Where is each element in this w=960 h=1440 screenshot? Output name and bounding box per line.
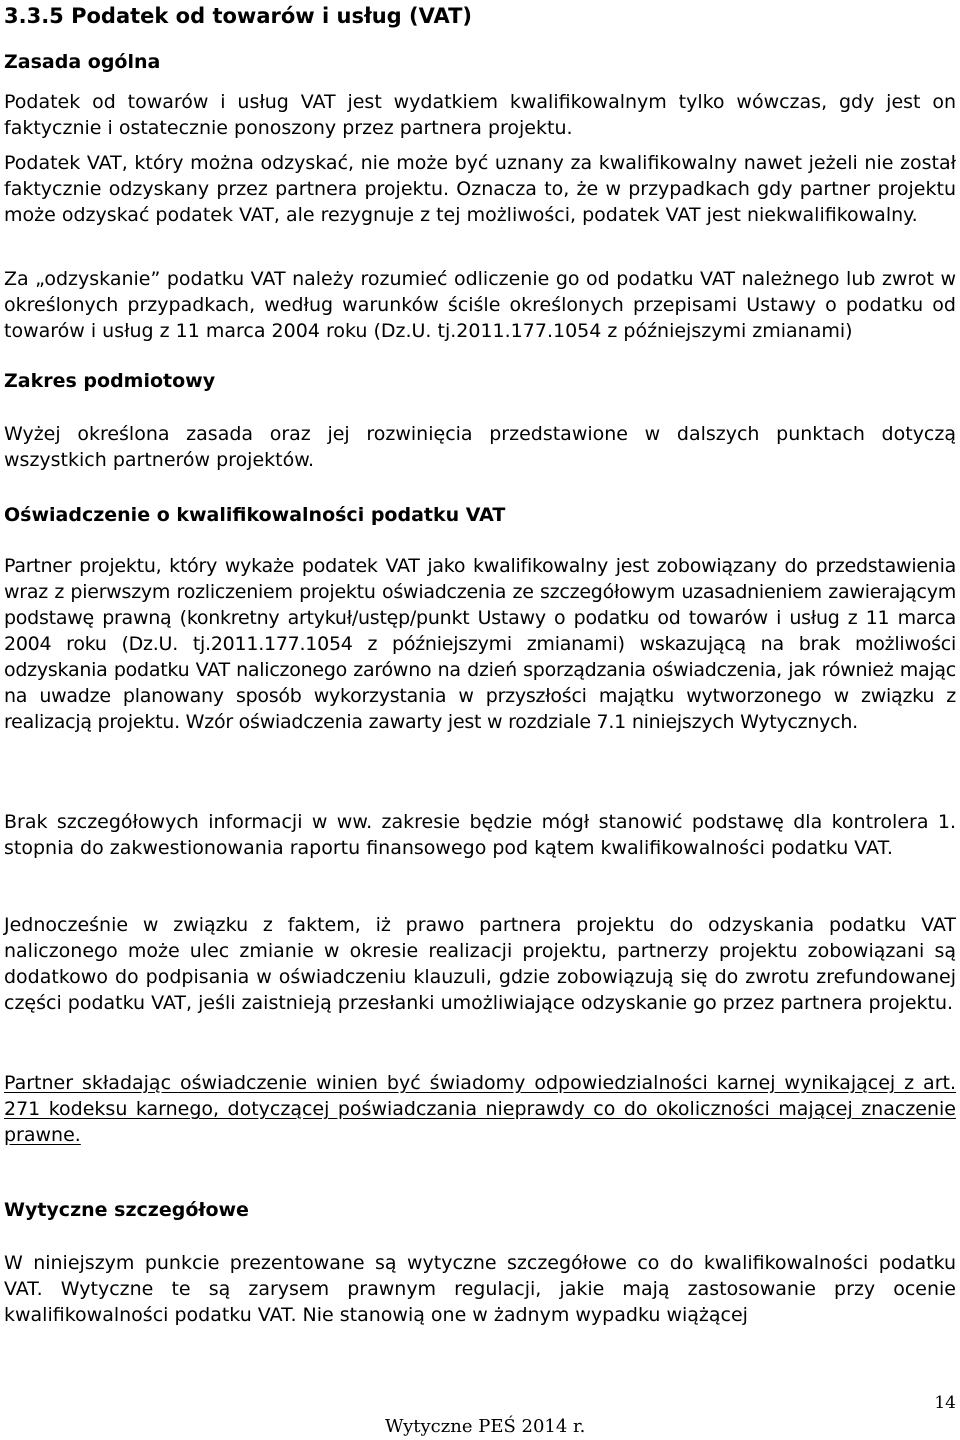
paragraph-criminal-liability: Partner składając oświadczenie winien być świadomy odpowiedzialności karnej wynikającej z art. 271 kodeksu karnego, dotyczącej poświadczania nieprawdy co do okoliczności mającej znaczenie prawne. [4,1072,956,1146]
paragraph-refund-clause: Jednocześnie w związku z faktem, iż prawo partnera projektu do odzyskania podatku VAT naliczonego może ulec zmianie w okresie realizacji projektu, partnerzy projektu zobowiązani są dodatkowo do podpisania w oświadczeniu klauzuli, gdzie zobowiązują się do zwrotu zrefundowanej części podatku VAT, jeśli zaistnieją przesłanki umożliwiające odzyskanie go przez partnera projektu. [4,914,956,1014]
paragraph-detailed-guidelines: W niniejszym punkcie prezentowane są wytyczne szczegółowe co do kwalifikowalności podatku VAT. Wytyczne te są zarysem prawnym regulacji, jakie mają zastosowanie przy ocenie kwalifikowalności podatku VAT. Nie stanowią one w żadnym wypadku wiążącej [4,1252,956,1326]
paragraph-vat-eligibility: Podatek od towarów i usług VAT jest wydatkiem kwalifikowalnym tylko wówczas, gdy jest on faktycznie i ostatecznie ponoszony przez partnera projektu. [4,91,956,139]
document-page [4,0,956,1440]
paragraph-declaration-requirement: Partner projektu, który wykaże podatek VAT jako kwalifikowalny jest zobowiązany do przedstawienia wraz z pierwszym rozliczeniem projektu oświadczenia ze szczegółowym uzasadnieniem zawierającym podstawę prawną (konkretny artykuł/ustęp/punkt Ustawy o podatku od towarów i usług z 11 marca 2004 roku (Dz.U. tj.2011.177.1054 z późniejszymi zmianami) wskazującą na brak możliwości odzyskania podatku VAT naliczonego zarówno na dzień sporządzania oświadczenia, jak również mając na uwadze planowany sposób wykorzystania w przyszłości majątku wytworzonego w związku z realizacją projektu. Wzór oświadczenia zawarty jest w rozdziale 7.1 niniejszych Wytycznych. [4,555,956,733]
heading-general-rule: Zasada ogólna [4,51,161,73]
page-number: 14 [934,1393,956,1413]
heading-detailed-guidelines: Wytyczne szczegółowe [4,1199,249,1221]
paragraph-scope: Wyżej określona zasada oraz jej rozwinięcia przedstawione w dalszych punktach dotyczą wszystkich partnerów projektów. [4,423,956,471]
paragraph-recoverable-vat: Podatek VAT, który można odzyskać, nie może być uznany za kwalifikowalny nawet jeżeli nie został faktycznie odzyskany przez partnera projektu. Oznacza to, że w przypadkach gdy partner projektu może odzyskać podatek VAT, ale rezygnuje z tej możliwości, podatek VAT jest niekwalifikowalny. [4,152,956,226]
heading-vat-declaration: Oświadczenie o kwalifikowalności podatku VAT [4,504,506,526]
paragraph-recovery-definition: Za „odzyskanie” podatku VAT należy rozumieć odliczenie go od podatku VAT należnego lub zwrot w określonych przypadkach, według warunków ściśle określonych przepisami Ustawy o podatku od towarów i usług z 11 marca 2004 roku (Dz.U. tj.2011.177.1054 z późniejszymi zmianami) [4,268,956,342]
footer-document-name: Wytyczne PEŚ 2014 r. [385,1416,586,1437]
section-title: 3.3.5 Podatek od towarów i usług (VAT) [4,4,472,28]
paragraph-missing-information: Brak szczegółowych informacji w ww. zakresie będzie mógł stanowić podstawę dla kontrolera 1. stopnia do zakwestionowania raportu finansowego pod kątem kwalifikowalności podatku VAT. [4,811,956,859]
heading-subject-scope: Zakres podmiotowy [4,370,216,392]
